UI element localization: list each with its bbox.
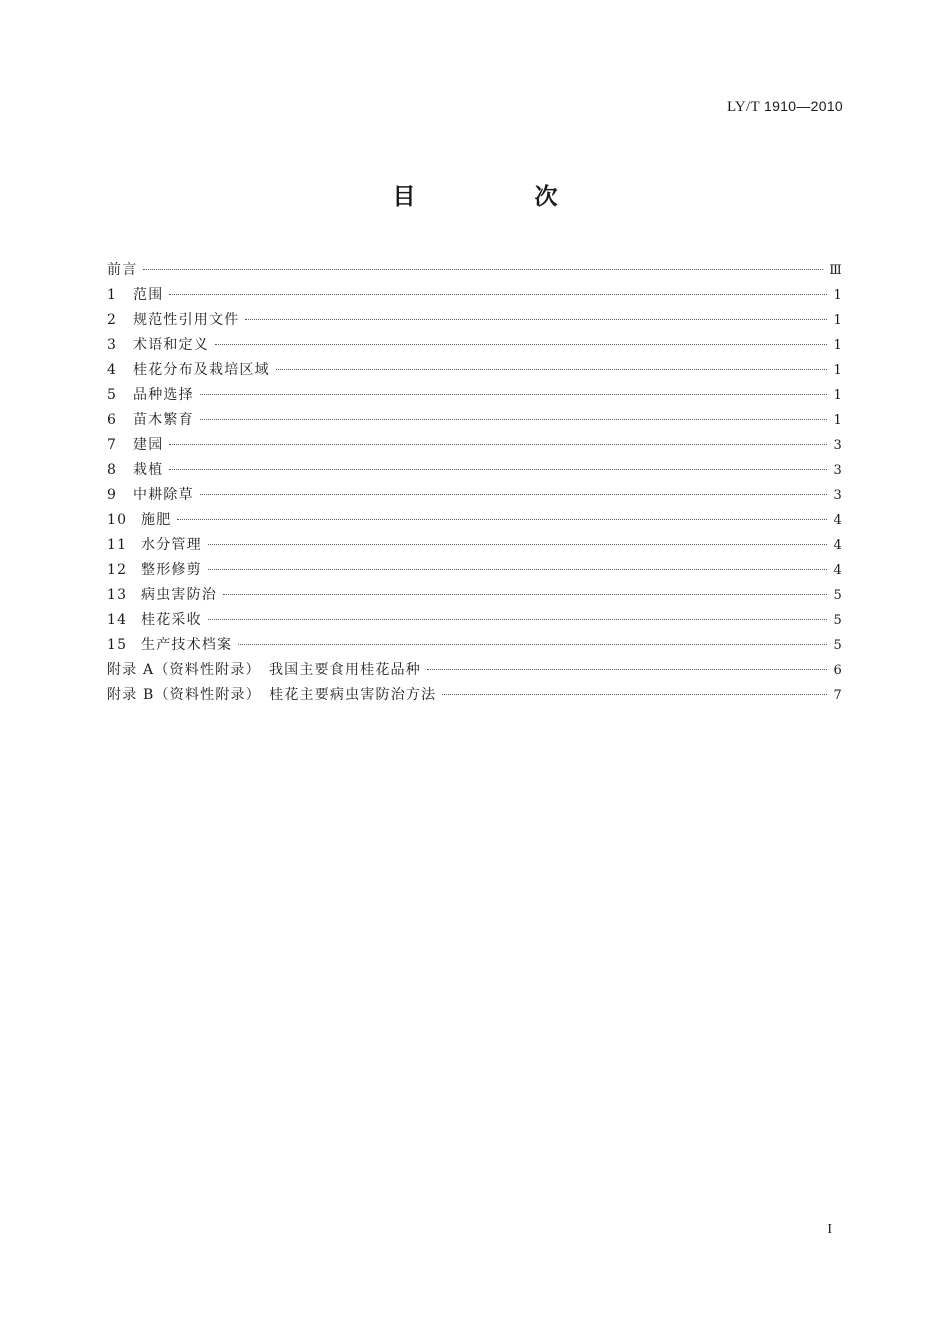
toc-entry-page: 5 [833, 613, 843, 628]
toc-entry-label: 栽植 [133, 462, 164, 478]
toc-entry-label: 水分管理 [141, 537, 202, 553]
toc-entry-number: 10 [107, 512, 128, 528]
toc-entry[interactable] [107, 683, 843, 708]
toc-entry-label: 品种选择 [133, 387, 194, 403]
toc-dot-leader [427, 669, 827, 670]
toc-dot-leader [169, 294, 827, 295]
toc-entry-page: 1 [833, 363, 843, 378]
toc-entry-page: 3 [833, 488, 843, 503]
toc-entry-label: 规范性引用文件 [133, 312, 240, 328]
toc-entry[interactable] [107, 533, 843, 558]
toc-entry-label: 术语和定义 [133, 337, 209, 353]
toc-entry[interactable] [107, 458, 843, 483]
toc-entry[interactable] [107, 283, 843, 308]
standard-code [727, 98, 843, 116]
toc-dot-leader [208, 569, 827, 570]
toc-dot-leader [208, 544, 827, 545]
toc-entry-number: 7 [107, 437, 118, 453]
toc-entry-number: 14 [107, 612, 128, 628]
toc-entry-number: 15 [107, 637, 128, 653]
toc-entry[interactable] [107, 408, 843, 433]
toc-entry[interactable] [107, 608, 843, 633]
toc-entry-label: 附录 A（资料性附录） 我国主要食用桂花品种 [107, 662, 421, 678]
toc-entry-number: 11 [107, 537, 128, 553]
standard-prefix: LY/T [726, 99, 760, 115]
toc-dot-leader [208, 619, 827, 620]
toc-dot-leader [245, 319, 827, 320]
toc-entry-label: 桂花采收 [141, 612, 202, 628]
toc-entry-number: 4 [107, 362, 118, 378]
toc-entry-label: 前言 [107, 262, 138, 278]
toc-dot-leader [223, 594, 827, 595]
toc-dot-leader [442, 694, 827, 695]
toc-entry-page: 3 [833, 438, 843, 453]
toc-entry-page: 1 [833, 288, 843, 303]
toc-entry[interactable] [107, 633, 843, 658]
toc-entry-label: 桂花分布及栽培区域 [133, 362, 270, 378]
toc-entry-number: 6 [107, 412, 118, 428]
standard-number: 1910—2010 [764, 98, 843, 114]
toc-entry-page: 3 [833, 463, 843, 478]
toc-entry-page: 7 [833, 688, 843, 703]
toc-dot-leader [169, 469, 827, 470]
toc-entry-number: 8 [107, 462, 118, 478]
toc-entry-label: 生产技术档案 [141, 637, 233, 653]
toc-dot-leader [200, 394, 827, 395]
toc-entry-label: 附录 B（资料性附录） 桂花主要病虫害防治方法 [107, 687, 437, 703]
toc-entry-page: 1 [833, 388, 843, 403]
toc-entry[interactable] [107, 658, 843, 683]
toc-dot-leader [276, 369, 827, 370]
toc-entry[interactable] [107, 583, 843, 608]
toc-entry-number: 5 [107, 387, 118, 403]
toc-entry[interactable] [107, 433, 843, 458]
toc-entry[interactable] [107, 483, 843, 508]
toc-dot-leader [200, 494, 827, 495]
toc-entry-page: 4 [833, 538, 843, 553]
toc-entry-number: 3 [107, 337, 118, 353]
toc-entry-number: 13 [107, 587, 128, 603]
toc-entry-label: 病虫害防治 [141, 587, 217, 603]
toc-entry-label: 范围 [133, 287, 164, 303]
toc-entry[interactable] [107, 508, 843, 533]
toc-entry[interactable] [107, 383, 843, 408]
toc-entry-label: 整形修剪 [141, 562, 202, 578]
toc-dot-leader [143, 269, 823, 270]
toc-entry-page: 5 [833, 588, 843, 603]
toc-entry-number: 1 [107, 287, 118, 303]
toc-entry-page: 1 [833, 338, 843, 353]
toc-entry-page: 1 [833, 313, 843, 328]
toc-entry-page: 5 [833, 638, 843, 653]
toc-dot-leader [169, 444, 827, 445]
toc-entry-page: 6 [833, 663, 843, 678]
page-title: 目 次 [392, 184, 606, 210]
toc-entry[interactable] [107, 308, 843, 333]
page-number: I [827, 1222, 832, 1237]
toc-entry-label: 建园 [133, 437, 164, 453]
toc-dot-leader [200, 419, 827, 420]
toc-entry-number: 2 [107, 312, 118, 328]
toc-entry-number: 12 [107, 562, 128, 578]
table-of-contents [107, 258, 843, 708]
toc-entry-page: 4 [833, 563, 843, 578]
toc-entry[interactable] [107, 558, 843, 583]
toc-entry-label: 中耕除草 [133, 487, 194, 503]
toc-entry[interactable] [107, 258, 843, 283]
toc-entry-page: Ⅲ [829, 263, 843, 278]
toc-entry[interactable] [107, 333, 843, 358]
toc-entry-label: 施肥 [141, 512, 172, 528]
toc-entry[interactable] [107, 358, 843, 383]
toc-dot-leader [238, 644, 827, 645]
toc-entry-number: 9 [107, 487, 118, 503]
toc-entry-page: 1 [833, 413, 843, 428]
toc-entry-page: 4 [833, 513, 843, 528]
toc-dot-leader [215, 344, 827, 345]
toc-entry-label: 苗木繁育 [133, 412, 194, 428]
toc-dot-leader [177, 519, 827, 520]
